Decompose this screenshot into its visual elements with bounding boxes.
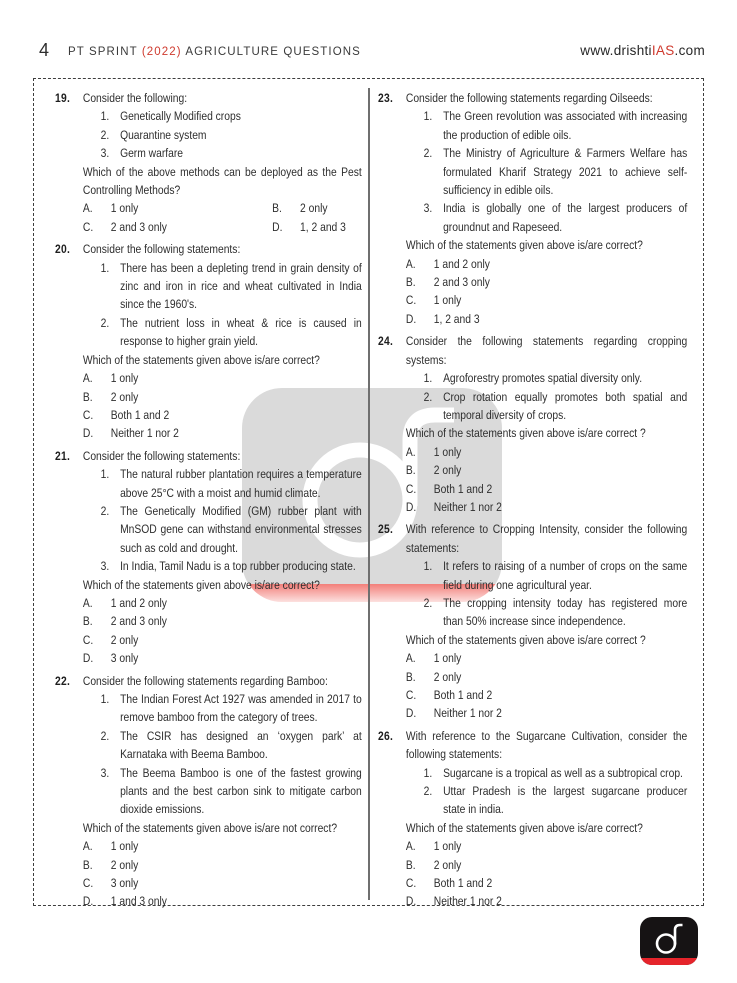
statement-item — [83, 126, 362, 144]
option-row — [406, 649, 687, 667]
option-row — [83, 892, 362, 910]
option-row — [406, 498, 687, 516]
statement-number: 2. — [100, 127, 110, 142]
statement-number: 1. — [100, 109, 110, 124]
option-row — [406, 310, 687, 328]
option-letter: B. — [82, 614, 93, 629]
options-list — [406, 255, 687, 329]
statement-number: 2. — [100, 728, 110, 743]
question-stem: Consider the following statements regarding cropping systems: — [405, 334, 688, 367]
statement-item — [83, 107, 362, 125]
statement-text: The Ministry of Agriculture & Farmers Welfare has formulated Kharif Strategy 2021 to achieve self-sufficiency in edible oils. — [443, 146, 688, 198]
option-row — [406, 874, 687, 892]
question-number: 25. — [378, 522, 394, 537]
option-row — [83, 631, 362, 649]
question — [378, 727, 687, 911]
option-row — [83, 612, 362, 630]
options-list — [83, 594, 362, 668]
question-body — [406, 332, 687, 516]
option-text: 3 only — [110, 651, 139, 666]
statement-text: There has been a depleting trend in grain density of zinc and iron in rice and wheat cultivated in India since the 1960's. — [120, 260, 362, 312]
statement-item — [83, 727, 362, 764]
question — [378, 332, 687, 516]
option-text: 1, 2 and 3 — [300, 219, 346, 234]
option-text: 2 only — [433, 857, 462, 872]
option-row — [406, 273, 687, 291]
question-stem: Consider the following: — [82, 91, 188, 105]
option-letter: D. — [82, 651, 94, 666]
option-text: 1 only — [433, 651, 462, 666]
page-number: 4 — [39, 40, 50, 60]
option-letter: C. — [405, 481, 417, 496]
statement-item — [83, 314, 362, 351]
question-number: 26. — [378, 728, 394, 743]
statement-number: 1. — [423, 109, 433, 124]
statement-number: 3. — [100, 146, 110, 161]
statement-number: 3. — [423, 201, 433, 216]
question — [378, 520, 687, 722]
option-letter: C. — [82, 876, 94, 891]
statement-item — [83, 144, 362, 162]
title-year: (2022) — [141, 46, 182, 58]
option-text: 2 only — [110, 389, 139, 404]
option-text: Both 1 and 2 — [433, 688, 493, 702]
question-line: Which of the statements given above is/are correct? — [82, 352, 320, 367]
statement-text: Agroforestry promotes spatial diversity only. — [443, 371, 643, 386]
question-stem: With reference to the Sugarcane Cultivation, consider the following statements: — [405, 728, 688, 762]
statement-item — [83, 465, 362, 502]
question-line: Which of the statements given above is/are not correct? — [82, 820, 338, 835]
option-letter: B. — [405, 857, 416, 872]
option-row — [272, 199, 362, 217]
option-text: 2 only — [110, 632, 139, 647]
title-suffix: AGRICULTURE QUESTIONS — [181, 46, 361, 58]
option-row — [272, 218, 362, 236]
option-text: 1 only — [110, 201, 139, 216]
option-letter: A. — [405, 839, 416, 854]
option-letter: A. — [405, 651, 416, 666]
question-stem: Consider the following statements: — [82, 448, 241, 463]
statement-number: 1. — [100, 260, 110, 275]
statement-item — [83, 502, 362, 557]
option-row — [406, 461, 687, 479]
option-row — [406, 255, 687, 273]
question-body — [406, 727, 687, 911]
option-row — [83, 388, 362, 406]
question-number: 24. — [378, 334, 394, 349]
option-text: 1 only — [433, 293, 462, 308]
option-letter: B. — [405, 275, 416, 290]
statement-number: 1. — [423, 765, 433, 780]
question-body — [83, 447, 362, 668]
option-text: 2 and 3 only — [110, 219, 167, 234]
question-stem: Consider the following statements: — [82, 242, 241, 257]
statement-text: The Indian Forest Act 1927 was amended in 2017 to remove bamboo from the category of trees. — [120, 692, 362, 725]
statement-text: India is globally one of the largest producers of groundnut and Rapeseed. — [443, 201, 688, 234]
statement-number: 2. — [423, 595, 433, 610]
question-stem: Consider the following statements regarding Oilseeds: — [405, 91, 653, 105]
option-text: Both 1 and 2 — [433, 876, 493, 891]
option-letter: A. — [82, 595, 93, 610]
statement-number: 1. — [100, 692, 110, 706]
option-text: 1 and 2 only — [433, 256, 490, 271]
question-stem: Consider the following statements regarding Bamboo: — [82, 673, 328, 688]
statement-text: Genetically Modified crops — [120, 109, 241, 124]
statement-text: The Genetically Modified (GM) rubber plant with MnSOD gene can withstand environmental stresses such as cold and drought. — [120, 503, 362, 555]
option-letter: C. — [82, 219, 94, 234]
question-body — [83, 672, 362, 911]
option-text: 1 only — [110, 839, 139, 854]
option-row — [406, 668, 687, 686]
option-row — [83, 837, 362, 855]
option-letter: D. — [272, 219, 283, 234]
option-letter: A. — [82, 371, 93, 386]
statement-number: 2. — [423, 784, 433, 799]
question-number: 20. — [55, 242, 71, 257]
column-divider — [368, 88, 370, 900]
option-row — [406, 892, 687, 910]
option-text: 3 only — [110, 876, 139, 891]
option-row — [406, 443, 687, 461]
option-row — [406, 837, 687, 855]
option-row — [83, 594, 362, 612]
question-line: Which of the above methods can be deployed as the Pest Controlling Methods? — [82, 164, 362, 198]
statement-item — [406, 388, 687, 425]
option-text: 2 and 3 only — [110, 614, 167, 629]
option-text: 1 only — [110, 371, 139, 386]
statement-text: Crop rotation equally promotes both spatial and temporal diversity of crops. — [443, 389, 688, 422]
site-suffix: .com — [674, 43, 705, 58]
statement-text: The Beema Bamboo is one of the fastest growing plants and the best carbon sink to mitigate carbon dioxide emissions. — [120, 765, 362, 817]
statement-item — [406, 594, 687, 631]
option-letter: C. — [405, 876, 417, 891]
statement-number: 3. — [100, 559, 110, 574]
statement-item — [406, 369, 687, 387]
website-link[interactable] — [580, 43, 705, 58]
option-text: 2 only — [300, 201, 328, 216]
question-number: 21. — [55, 448, 71, 463]
statement-number: 1. — [100, 467, 110, 482]
statement-item — [406, 107, 687, 144]
option-row — [83, 369, 362, 387]
statement-text: Germ warfare — [120, 146, 184, 161]
statement-text: The natural rubber plantation requires a temperature above 25°C with a moist and humid climate. — [120, 467, 362, 500]
statement-text: Quarantine system — [120, 127, 207, 142]
question-body — [83, 240, 362, 442]
option-letter: D. — [82, 894, 94, 909]
options-list — [83, 837, 362, 911]
option-row — [83, 218, 272, 236]
question-body — [406, 89, 687, 328]
questions-column-left — [55, 89, 362, 915]
option-letter: C. — [405, 293, 417, 308]
option-text: 2 only — [433, 669, 462, 684]
option-letter: D. — [405, 311, 417, 326]
statement-number: 2. — [423, 389, 433, 404]
option-letter: C. — [405, 688, 417, 702]
statement-number: 2. — [100, 315, 110, 330]
option-row — [406, 856, 687, 874]
question — [378, 89, 687, 328]
statement-item — [83, 557, 362, 575]
option-row — [83, 874, 362, 892]
statement-item — [406, 199, 687, 236]
option-letter: A. — [405, 256, 416, 271]
option-letter: B. — [405, 669, 416, 684]
question-body — [83, 89, 362, 236]
option-text: 2 only — [110, 857, 139, 872]
statement-number: 1. — [423, 559, 433, 574]
statement-number: 2. — [100, 503, 110, 518]
title-prefix: PT SPRINT — [68, 46, 142, 58]
question — [55, 672, 362, 911]
option-row — [83, 406, 362, 424]
option-letter: D. — [405, 894, 417, 909]
option-text: Both 1 and 2 — [110, 407, 170, 422]
options-list — [406, 837, 687, 911]
option-text: 2 and 3 only — [433, 275, 490, 290]
option-text: 1 only — [433, 839, 462, 854]
option-text: 1 and 2 only — [110, 595, 167, 610]
statement-text: Uttar Pradesh is the largest sugarcane producer state in india. — [443, 784, 688, 817]
option-text: Neither 1 nor 2 — [433, 894, 502, 909]
question-number: 22. — [55, 673, 71, 688]
question — [55, 447, 362, 668]
options-list — [406, 443, 687, 517]
statement-item — [406, 557, 687, 594]
question-line: Which of the statements given above is/are correct? — [82, 577, 320, 592]
question-number: 23. — [378, 91, 394, 105]
statement-text: The cropping intensity today has registered more than 50% increase since independence. — [443, 595, 688, 629]
statement-number: 3. — [100, 765, 110, 780]
statement-number: 1. — [423, 371, 433, 386]
option-text: 2 only — [433, 463, 462, 478]
statement-item — [83, 764, 362, 819]
option-letter: A. — [405, 444, 416, 459]
options-list — [406, 649, 687, 723]
option-letter: D. — [405, 499, 417, 514]
statement-item — [83, 690, 362, 727]
question — [55, 240, 362, 442]
statement-text: The Green revolution was associated with increasing the production of edible oils. — [443, 109, 688, 142]
document-title — [68, 46, 361, 58]
option-letter: B. — [82, 857, 93, 872]
question — [55, 89, 362, 236]
statement-text: The nutrient loss in wheat & rice is caused in response to higher grain yield. — [120, 315, 362, 349]
options-list — [83, 199, 362, 236]
statement-item — [406, 782, 687, 819]
question-line: Which of the statements given above is/are correct? — [405, 820, 643, 835]
statement-number: 2. — [423, 146, 433, 161]
statement-text: It refers to raising of a number of crops on the same field during one agricultural year. — [443, 559, 688, 592]
option-letter: D. — [82, 426, 94, 441]
option-letter: C. — [82, 632, 94, 647]
option-letter: A. — [82, 839, 93, 854]
option-row — [83, 199, 272, 217]
question-stem: With reference to Cropping Intensity, consider the following statements: — [405, 522, 688, 555]
drishti-d-logo-icon — [640, 917, 698, 965]
statement-text: In India, Tamil Nadu is a top rubber producing state. — [120, 559, 356, 574]
site-accent: IAS — [651, 43, 675, 58]
statement-text: Sugarcane is a tropical as well as a subtropical crop. — [443, 765, 683, 780]
option-text: 1, 2 and 3 — [433, 311, 480, 326]
question-line: Which of the statements given above is/are correct ? — [405, 426, 646, 441]
option-letter: B. — [82, 389, 93, 404]
option-letter: B. — [405, 463, 416, 478]
option-text: 1 only — [433, 444, 462, 459]
option-row — [406, 480, 687, 498]
statement-item — [406, 764, 687, 782]
options-list — [83, 369, 362, 443]
option-row — [406, 704, 687, 722]
option-letter: B. — [272, 201, 282, 216]
statement-item — [406, 144, 687, 199]
question-line: Which of the statements given above is/are correct? — [405, 238, 643, 253]
option-text: 1 and 3 only — [110, 894, 167, 909]
option-row — [83, 649, 362, 667]
question-number: 19. — [55, 91, 71, 105]
option-row — [406, 291, 687, 309]
option-text: Neither 1 nor 2 — [433, 499, 502, 514]
option-text: Neither 1 nor 2 — [433, 706, 502, 721]
site-prefix: www.drishti — [580, 43, 652, 58]
option-row — [83, 424, 362, 442]
option-text: Both 1 and 2 — [433, 481, 493, 496]
questions-column-right — [378, 89, 687, 915]
question-line: Which of the statements given above is/are correct ? — [405, 632, 646, 647]
option-text: Neither 1 nor 2 — [110, 426, 179, 441]
statement-item — [83, 259, 362, 314]
option-row — [83, 856, 362, 874]
option-letter: A. — [82, 201, 93, 216]
option-letter: C. — [82, 407, 94, 422]
option-row — [406, 686, 687, 704]
statement-text: The CSIR has designed an ‘oxygen park’ at Karnataka with Beema Bamboo. — [120, 728, 362, 762]
option-letter: D. — [405, 706, 417, 721]
question-body — [406, 520, 687, 722]
